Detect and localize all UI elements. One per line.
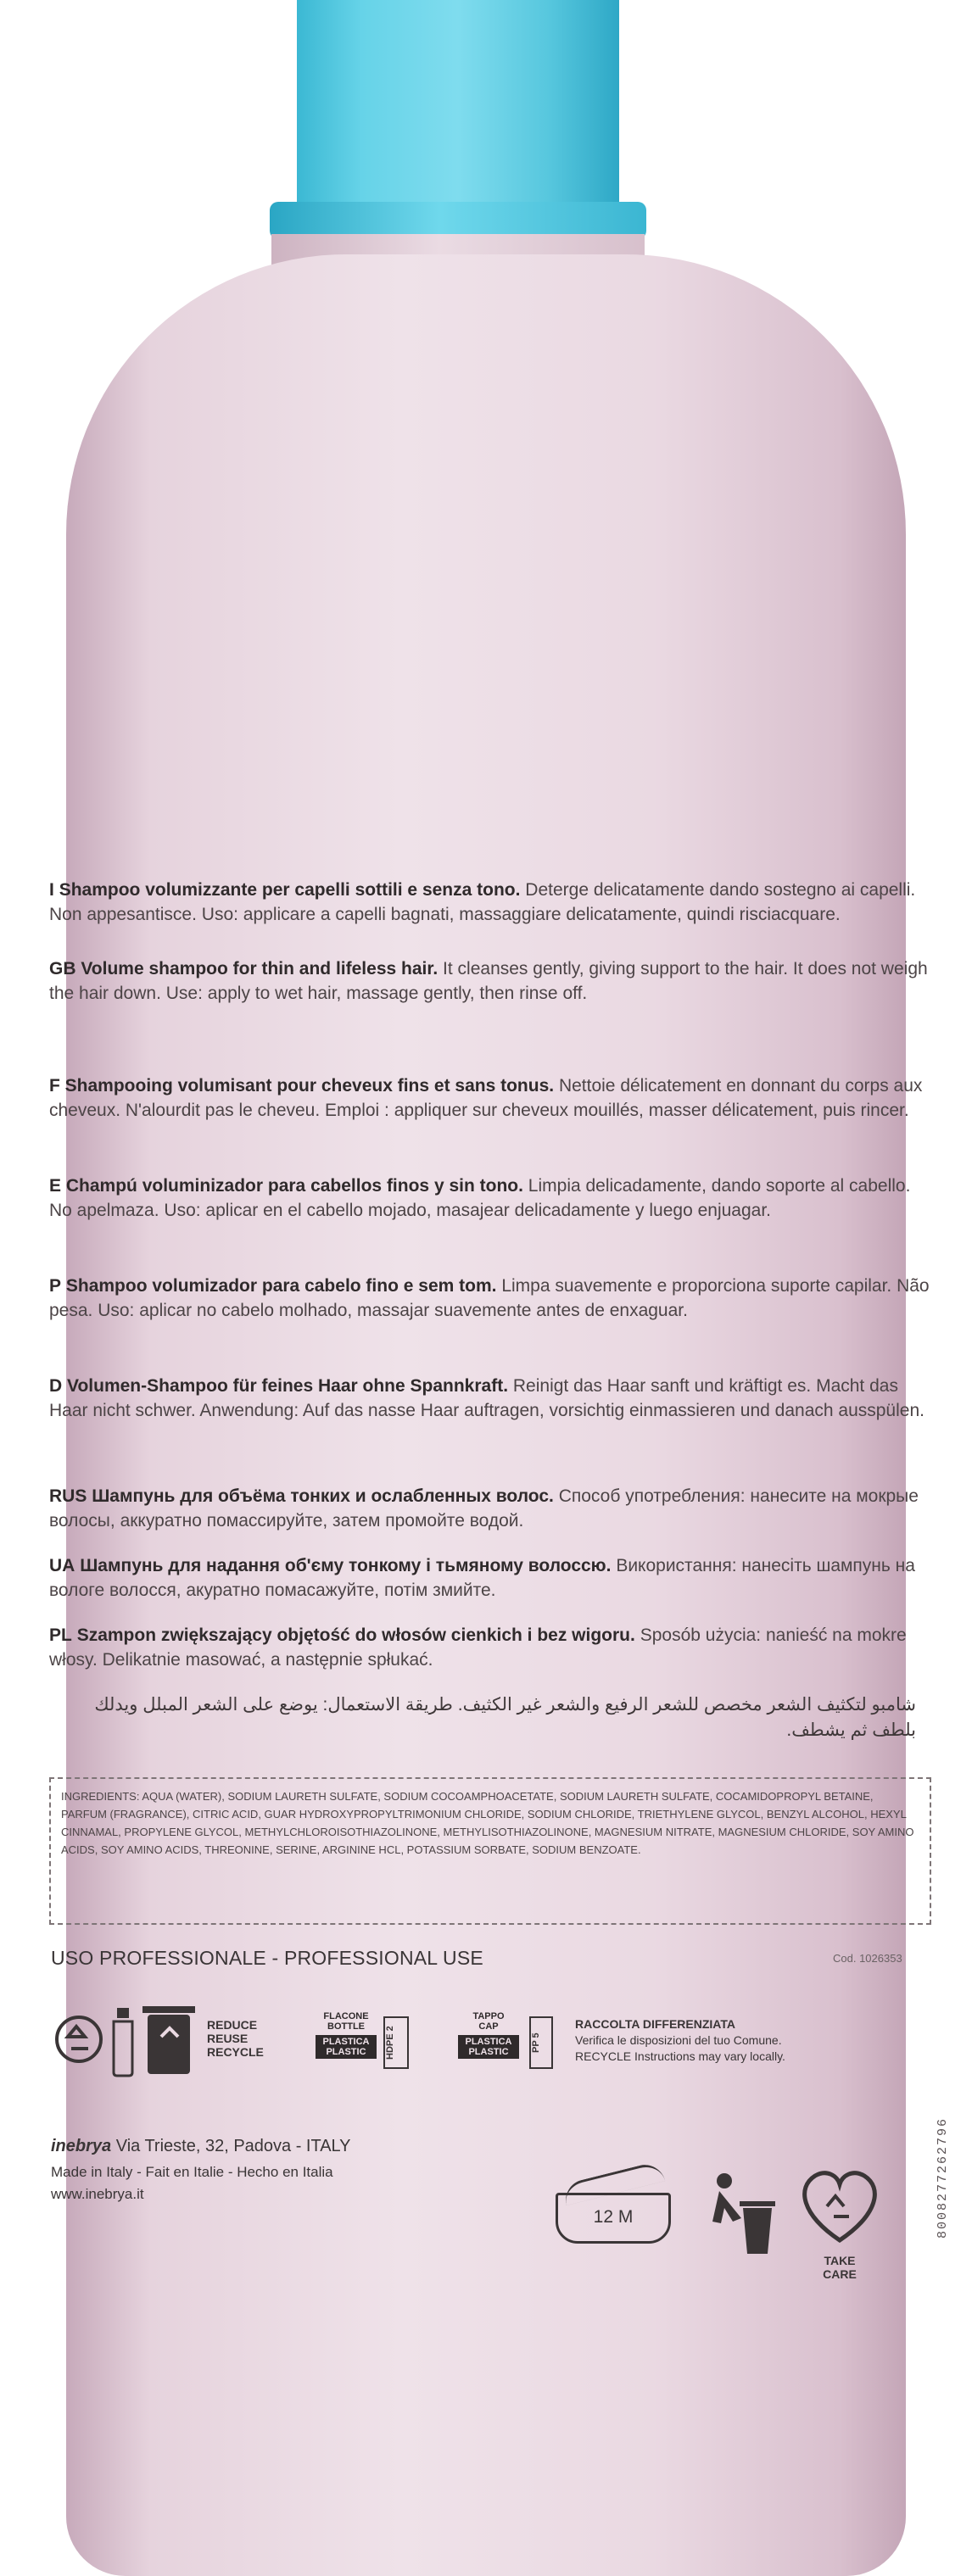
lang-title: Volume shampoo for thin and lifeless hair.: [81, 959, 439, 979]
lang-title: Shampoo volumizador para cabelo fino e sem tom.: [65, 1276, 497, 1296]
lang-block-ru: [49, 1484, 931, 1533]
lang-block-pt: [49, 1274, 931, 1323]
bin-icon: [139, 2003, 198, 2079]
lang-code: F: [49, 1076, 60, 1096]
verifica-label: Verifica le disposizioni del tuo Comune.: [575, 2033, 782, 2047]
take-care-label: TAKE CARE: [823, 2254, 857, 2281]
reduce-reuse-recycle: [207, 2018, 264, 2059]
lang-code: P: [49, 1276, 62, 1296]
cap-material-en: PLASTIC: [468, 2047, 509, 2057]
cap-top-label: TAPPO: [472, 2011, 505, 2021]
arabic-text-line-2: بلطف ثم يشطف.: [786, 1720, 916, 1740]
cap-material-badge: [458, 2011, 519, 2059]
lang-title: Szampon zwiększający objętość do włosów cienkich i bez wigoru.: [76, 1625, 635, 1645]
bottle-mid-label: BOTTLE: [327, 2021, 365, 2032]
lang-title: Шампунь для объёма тонких и ослабленных волос.: [92, 1486, 554, 1506]
lang-code: GB: [49, 959, 76, 979]
brand-logo: inebrya: [51, 2137, 112, 2155]
arabic-text-line-1: شامبو لتكثيف الشعر مخصص للشعر الرفيع والشعر غير الكثيف. طريقة الاستعمال: يوضع على الشعر المبلل ويدلك: [94, 1695, 916, 1715]
pao-label: 12 M: [593, 2207, 634, 2227]
lang-block-fr: [49, 1073, 931, 1123]
cap-material-it: PLASTICA: [465, 2037, 512, 2047]
reduce-label: REDUCE: [207, 2018, 258, 2032]
raccolta-label: RACCOLTA DIFFERENZIATA: [575, 2017, 735, 2031]
lang-block-ua: [49, 1553, 931, 1603]
lang-body: Deterge delicatamente dando sostegno ai capelli. Non appesantisce. Uso: applicare a capelli bagnati, massaggiare delicatamente, quindi risciacquare.: [49, 880, 916, 924]
cap-mid-label: CAP: [478, 2021, 499, 2032]
lang-body: Reinigt das Haar sanft und kräftigt es. Macht das Haar nicht schwer. Anwendung: Auf das nasse Haar auftragen, vorsichtig einmassieren und danach ausspülen.: [49, 1376, 925, 1420]
tidyman-icon: [704, 2169, 777, 2257]
lang-block-it: [49, 878, 931, 927]
lang-title: Volumen-Shampoo für feines Haar ohne Spannkraft.: [67, 1376, 509, 1396]
lang-block-es: [49, 1174, 931, 1223]
bottle-icon: [109, 2006, 137, 2077]
ingredients-box: [49, 1777, 931, 1925]
lang-code: E: [49, 1176, 62, 1196]
lang-body: Limpa suavemente e proporciona suporte capilar. Não pesa. Uso: aplicar no cabelo molhado, massajar suavemente antes de enxaguar.: [49, 1276, 930, 1320]
bottle-cap: [297, 0, 619, 219]
address-line: [51, 2137, 351, 2156]
bottle-material-en: PLASTIC: [326, 2047, 366, 2057]
lang-body: Limpia delicadamente, dando soporte al cabello. No apelmaza. Uso: aplicar en el cabello mojado, masajear delicadamente y luego enjuagar.: [49, 1176, 911, 1220]
cap-resin-code: PP 5: [529, 2016, 553, 2069]
website: www.inebrya.it: [51, 2186, 144, 2202]
lang-title: Шампунь для надання об'єму тонкому і тьмяному волоссю.: [80, 1556, 612, 1575]
recycle-arrows-icon: [51, 2011, 110, 2067]
bottle-resin-code: HDPE 2: [383, 2016, 409, 2069]
reuse-label: REUSE: [207, 2032, 249, 2045]
cap-material-dark: [458, 2035, 519, 2059]
recycling-notes: [575, 2016, 923, 2065]
professional-use-text: USO PROFESSIONALE - PROFESSIONAL USE: [51, 1947, 483, 1969]
lang-title: Shampoo volumizzante per capelli sottili e senza tono.: [59, 880, 521, 900]
product-code: Cod. 1026353: [833, 1952, 902, 1965]
bottle-top-label: FLACONE: [323, 2011, 369, 2021]
bottle-material-badge: [316, 2011, 377, 2059]
lang-code: PL: [49, 1625, 72, 1645]
side-barcode-number: 8008277262796: [936, 2116, 950, 2239]
lang-code: D: [49, 1376, 63, 1396]
lang-body: Nettoie délicatement en donnant du corps aux cheveux. N'alourdit pas le cheveu. Emploi : appliquer sur cheveux mouillés, masser délicatement, puis rincer.: [49, 1076, 923, 1120]
lang-title: Champú voluminizador para cabellos finos y sin tono.: [65, 1176, 523, 1196]
bottle-material-it: PLASTICA: [322, 2037, 370, 2047]
ingredients-text: INGREDIENTS: AQUA (WATER), SODIUM LAURETH SULFATE, SODIUM COCOAMPHOACETATE, SODIUM LAURETH SULFATE, COCAMIDOPROPYL BETAINE, PARFUM (FRAGRANCE), CITRIC ACID, GUAR HYDROXYPROPYLTRIMONIUM CHLORIDE, SODIUM CHLORIDE, TRIETHYLENE GLYCOL, BENZYL ALCOHOL, HEXYL CINNAMAL, PROPYLENE GLYCOL, METHYLCHLOROISOTHIAZOLINONE, METHYLISOTHIAZOLINONE, MAGNESIUM NITRATE, MAGNESIUM CHLORIDE, SOY AMINO ACIDS, SOY AMINO ACIDS, THREONINE, SERINE, ARGININE HCL, POTASSIUM SORBATE, SODIUM BENZOATE.: [61, 1790, 914, 1856]
lang-title: Shampooing volumisant pour cheveux fins et sans tonus.: [64, 1076, 555, 1096]
made-in-line: Made in Italy - Fait en Italie - Hecho en Italia: [51, 2164, 333, 2180]
lang-body: Sposób użycia: nanieść na mokre włosy. Delikatnie masować, a następnie spłukać.: [49, 1625, 907, 1670]
lang-code: RUS: [49, 1486, 87, 1506]
pao-icon: [547, 2171, 674, 2239]
lang-code: I: [49, 880, 54, 900]
street-address: Via Trieste, 32, Padova - ITALY: [115, 2137, 351, 2155]
recycle-note: RECYCLE Instructions may vary locally.: [575, 2049, 785, 2063]
lang-block-pl: [49, 1623, 931, 1672]
lang-block-gb: [49, 956, 931, 1006]
lang-block-de: [49, 1374, 931, 1423]
lang-body: It cleanses gently, giving support to the hair. It does not weigh the hair down. Use: apply to wet hair, massage gently, then rinse off.: [49, 959, 928, 1003]
bottle-material-dark: [316, 2035, 377, 2059]
pao-body: [556, 2193, 671, 2244]
lang-code: UA: [49, 1556, 75, 1575]
lang-body: Способ употребления: нанесите на мокрые волосы, аккуратно помассируйте, затем промойте водой.: [49, 1486, 919, 1531]
recycle-label: RECYCLE: [207, 2045, 264, 2059]
lang-body: Використання: нанесіть шампунь на вологе волосся, акуратно помасажуйте, потім змийте.: [49, 1556, 915, 1600]
